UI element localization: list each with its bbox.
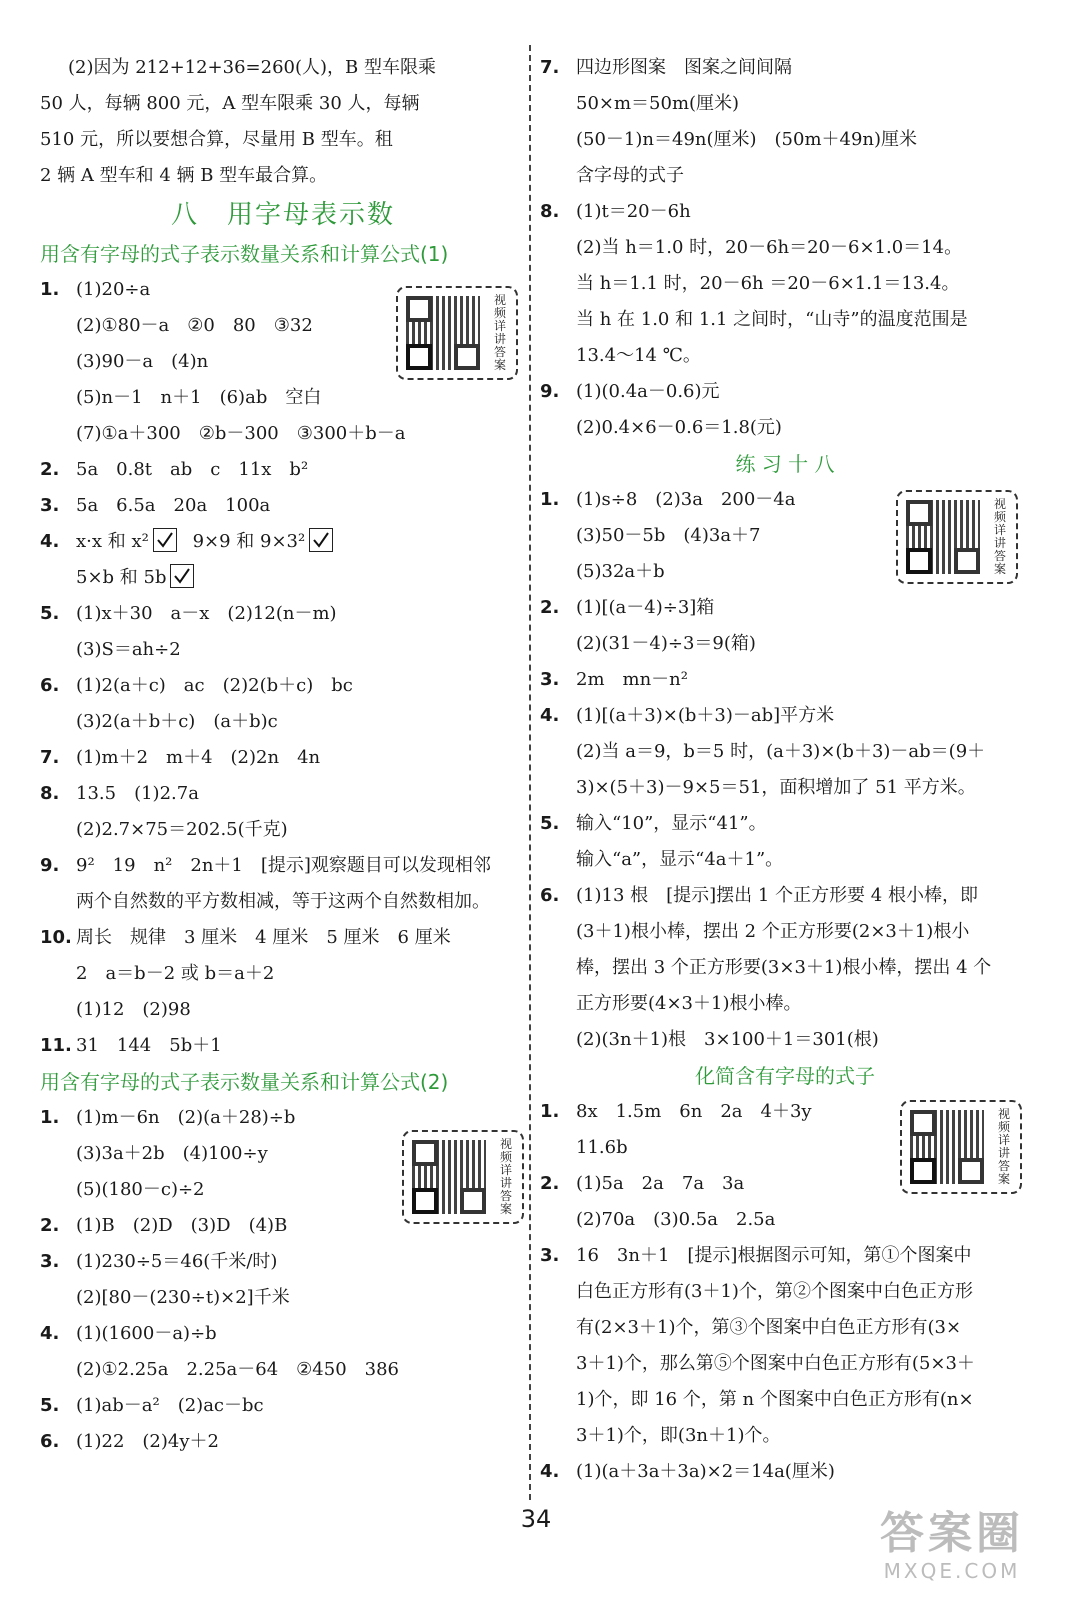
answer-line (40, 992, 526, 1028)
answer-text: (2)因为 212+12+36=260(人)，B 型车限乘 (68, 57, 436, 78)
answer-text: 当 h 在 1.0 和 1.1 之间时，“山寺”的温度范围是 (576, 309, 968, 330)
answer-text: 5a 0.8t ab c 11x b² (76, 459, 309, 480)
question-number: 2. (540, 597, 560, 618)
answer-text: (2)[80－(230÷t)×2]千米 (76, 1287, 290, 1308)
left-top-block (40, 50, 526, 194)
question-number: 1. (40, 1107, 60, 1128)
chapter-title: 八 用字母表示数 (170, 200, 395, 230)
answer-text: 2 a＝b－2 或 b＝a＋2 (76, 963, 275, 984)
answer-text: (1)m－6n (2)(a＋28)÷b (76, 1107, 296, 1128)
answer-text: (3)90－a (4)n (76, 351, 209, 372)
q4-part-3: 5×b 和 5b (76, 567, 167, 588)
question-number: 7. (540, 57, 560, 78)
answer-line (540, 86, 1030, 122)
answer-line (40, 1316, 526, 1352)
answer-text: (1)230÷5＝46(千米/时) (76, 1251, 278, 1272)
answer-text: (2)2.7×75＝202.5(千克) (76, 819, 288, 840)
answer-text: (1)[(a＋3)×(b＋3)－ab]平方米 (576, 705, 835, 726)
question-number: 2. (40, 1215, 60, 1236)
answer-text: 当 h＝1.1 时，20－6h ＝20－6×1.1＝13.4。 (576, 273, 960, 294)
answer-line (40, 1388, 526, 1424)
answer-line (540, 122, 1030, 158)
answer-line (40, 380, 526, 416)
question-number: 7. (40, 747, 60, 768)
answer-text: (1)(0.4a－0.6)元 (576, 381, 720, 402)
question-number: 8. (540, 201, 560, 222)
answer-text: (1)20÷a (76, 279, 151, 300)
section-title-1: 用含有字母的式子表示数量关系和计算公式(1) (40, 242, 449, 266)
question-number: 4. (40, 531, 60, 552)
q4-part-2: 9×9 和 9×3² (192, 531, 306, 552)
answer-line (40, 776, 526, 812)
answer-text: 50 人，每辆 800 元，A 型车限乘 30 人，每辆 (40, 93, 420, 114)
answer-line (540, 302, 1030, 338)
qr-code-video[interactable] (900, 1100, 1022, 1194)
q4-part-1: x·x 和 x² (76, 531, 149, 552)
answer-text: (2)0.4×6－0.6＝1.8(元) (576, 417, 782, 438)
column-divider (529, 45, 531, 1500)
answer-line (540, 662, 1030, 698)
answer-text: (3)S＝ah÷2 (76, 639, 181, 660)
watermark-domain: MXQE.COM (883, 1559, 1021, 1583)
right-top-block (540, 50, 1030, 446)
answer-line (40, 1028, 526, 1064)
answer-text: 3)×(5＋3)－9×5＝51，面积增加了 51 平方米。 (576, 777, 976, 798)
answer-text: 50×m＝50m(厘米) (576, 93, 740, 114)
answer-line (540, 770, 1030, 806)
answer-text: 含字母的式子 (576, 165, 684, 186)
answer-line (540, 1202, 1030, 1238)
answer-text: 8x 1.5m 6n 2a 4＋3y (576, 1101, 812, 1122)
answer-text: (2)①2.25a 2.25a－64 ②450 386 (76, 1359, 400, 1380)
answer-text: 13.5 (1)2.7a (76, 783, 199, 804)
question-number: 5. (40, 603, 60, 624)
question-number: 11. (40, 1035, 72, 1056)
question-number: 6. (40, 1431, 60, 1452)
answer-line (40, 122, 526, 158)
answer-text: (1)13 根 [提示]摆出 1 个正方形要 4 根小棒，即 (576, 885, 978, 906)
question-number: 3. (540, 669, 560, 690)
answer-text: (2)①80－a ②0 80 ③32 (76, 315, 313, 336)
answer-text: (2)70a (3)0.5a 2.5a (576, 1209, 776, 1230)
answer-text: (1)12 (2)98 (76, 999, 191, 1020)
question-number: 6. (40, 675, 60, 696)
answer-text: (5)n－1 n＋1 (6)ab 空白 (76, 387, 322, 408)
answer-text: (1)2(a＋c) ac (2)2(b＋c) bc (76, 675, 353, 696)
answer-text: (1)22 (2)4y＋2 (76, 1431, 219, 1452)
qr-label: 视频详讲答案 (997, 1107, 1010, 1186)
answer-text: (2)(31－4)÷3＝9(箱) (576, 633, 756, 654)
answer-line (540, 806, 1030, 842)
answer-text: (1)5a 2a 7a 3a (576, 1173, 745, 1194)
answer-line (540, 1382, 1030, 1418)
answer-text: (1)B (2)D (3)D (4)B (76, 1215, 288, 1236)
question-number: 4. (540, 705, 560, 726)
answer-text: (1)ab－a² (2)ac－bc (76, 1395, 264, 1416)
page-number: 34 (520, 1505, 552, 1533)
answer-line-4 (40, 524, 526, 560)
answer-text: 输入“10”，显示“41”。 (576, 813, 767, 834)
watermark-logo (852, 1508, 1052, 1588)
question-number: 8. (40, 783, 60, 804)
answer-text: 2m mn－n² (576, 669, 688, 690)
answer-text: (2)(3n＋1)根 3×100＋1＝301(根) (576, 1029, 879, 1050)
answer-text: 输入“a”，显示“4a＋1”。 (576, 849, 784, 870)
answer-text: 16 3n＋1 [提示]根据图示可知，第①个图案中 (576, 1245, 972, 1266)
answer-text: 31 144 5b＋1 (76, 1035, 222, 1056)
answer-line (540, 698, 1030, 734)
question-number: 9. (40, 855, 60, 876)
answer-text: (1)t＝20－6h (576, 201, 691, 222)
answer-text: 2 辆 A 型车和 4 辆 B 型车最合算。 (40, 165, 328, 186)
answer-line (40, 848, 526, 884)
answer-line (40, 884, 526, 920)
qr-label: 视频详讲答案 (493, 293, 506, 372)
answer-text: (3)2(a＋b＋c) (a＋b)c (76, 711, 278, 732)
answer-text: (1)m＋2 m＋4 (2)2n 4n (76, 747, 321, 768)
answer-line (540, 626, 1030, 662)
answer-line (40, 1352, 526, 1388)
answer-text: (3)3a＋2b (4)100÷y (76, 1143, 268, 1164)
question-number: 4. (540, 1461, 560, 1482)
answer-line (540, 158, 1030, 194)
answer-text: 两个自然数的平方数相减，等于这两个自然数相加。 (76, 891, 490, 912)
question-number: 1. (40, 279, 60, 300)
question-number: 6. (540, 885, 560, 906)
answer-line (40, 704, 526, 740)
qr-code-video[interactable] (402, 1130, 524, 1224)
question-number: 3. (40, 1251, 60, 1272)
answer-line (540, 1310, 1030, 1346)
answer-text: (7)①a＋300 ②b－300 ③300＋b－a (76, 423, 406, 444)
answer-line-4b (40, 560, 526, 596)
answer-line (540, 878, 1030, 914)
answer-text: (5)(180－c)÷2 (76, 1179, 205, 1200)
answer-line (540, 1238, 1030, 1274)
qr-label: 视频详讲答案 (499, 1137, 512, 1216)
answer-text: (2)当 a＝9，b＝5 时，(a＋3)×(b＋3)－ab＝(9＋ (576, 741, 986, 762)
section-title-2: 用含有字母的式子表示数量关系和计算公式(2) (40, 1070, 449, 1094)
answer-line (40, 416, 526, 452)
answer-text: 11.6b (576, 1137, 628, 1158)
answer-text: (50－1)n＝49n(厘米) (50m＋49n)厘米 (576, 129, 918, 150)
answer-text: 棒，摆出 3 个正方形要(3×3＋1)根小棒，摆出 4 个 (576, 957, 992, 978)
answer-line (40, 956, 526, 992)
right-column (540, 50, 1030, 1490)
answer-line (540, 338, 1030, 374)
question-number: 2. (540, 1173, 560, 1194)
answer-text: 四边形图案 图案之间间隔 (576, 57, 792, 78)
answer-line (540, 914, 1030, 950)
answer-line (540, 1346, 1030, 1382)
answer-line (540, 410, 1030, 446)
simplify-title: 化简含有字母的式子 (695, 1064, 875, 1088)
answer-line (40, 812, 526, 848)
answer-line (40, 158, 526, 194)
answer-text: 5a 6.5a 20a 100a (76, 495, 271, 516)
question-number: 9. (540, 381, 560, 402)
question-number: 5. (540, 813, 560, 834)
question-number: 10. (40, 927, 72, 948)
answer-line (540, 590, 1030, 626)
answer-text: 有(2×3＋1)个，第③个图案中白色正方形有(3× (576, 1317, 962, 1338)
answer-line (40, 1280, 526, 1316)
answer-text: 3＋1)个，那么第⑤个图案中白色正方形有(5×3＋ (576, 1353, 975, 1374)
answer-text: 13.4～14 ℃。 (576, 345, 701, 366)
answer-line (40, 740, 526, 776)
answer-line (540, 950, 1030, 986)
checked-box (170, 564, 194, 588)
question-number: 5. (40, 1395, 60, 1416)
qr-label: 视频详讲答案 (993, 497, 1006, 576)
answer-text: (1)(1600－a)÷b (76, 1323, 217, 1344)
answer-line (540, 230, 1030, 266)
exercise-18-title: 练 习 十 八 (735, 452, 835, 476)
question-number: 2. (40, 459, 60, 480)
question-number: 3. (540, 1245, 560, 1266)
answer-line (540, 194, 1030, 230)
qr-code-video[interactable] (396, 286, 518, 380)
question-number: 1. (540, 489, 560, 510)
answer-line (40, 452, 526, 488)
answer-line (40, 668, 526, 704)
answer-line (540, 374, 1030, 410)
answer-text: (1)(a＋3a＋3a)×2＝14a(厘米) (576, 1461, 835, 1482)
answer-line (40, 86, 526, 122)
answer-text: (3)50－5b (4)3a＋7 (576, 525, 761, 546)
watermark-text: 答案圈 (880, 1508, 1024, 1559)
left-column (40, 50, 526, 1460)
section-1-answers-cont (40, 596, 526, 1064)
answer-text: 正方形要(4×3＋1)根小棒。 (576, 993, 802, 1014)
checked-box (309, 528, 333, 552)
answer-line (540, 1274, 1030, 1310)
answer-line (540, 1454, 1030, 1490)
answer-text: (3＋1)根小棒，摆出 2 个正方形要(2×3＋1)根小 (576, 921, 970, 942)
question-number: 4. (40, 1323, 60, 1344)
answer-line (540, 986, 1030, 1022)
answer-text: (5)32a＋b (576, 561, 665, 582)
answer-text: (2)当 h＝1.0 时，20－6h＝20－6×1.0＝14。 (576, 237, 963, 258)
question-number: 1. (540, 1101, 560, 1122)
answer-line (40, 50, 526, 86)
answer-line (40, 1424, 526, 1460)
answer-line (540, 1022, 1030, 1058)
answer-line (540, 1418, 1030, 1454)
answer-line (40, 632, 526, 668)
question-number: 3. (40, 495, 60, 516)
answer-text: 周长 规律 3 厘米 4 厘米 5 厘米 6 厘米 (76, 927, 451, 948)
answer-line (40, 596, 526, 632)
qr-code-video[interactable] (896, 490, 1018, 584)
answer-text: 3＋1)个，即(3n＋1)个。 (576, 1425, 781, 1446)
answer-line (540, 266, 1030, 302)
answer-text: 白色正方形有(3＋1)个，第②个图案中白色正方形 (576, 1281, 973, 1302)
answer-line (40, 488, 526, 524)
answer-line (40, 920, 526, 956)
answer-line (540, 842, 1030, 878)
answer-line (540, 734, 1030, 770)
answer-text: 1)个，即 16 个，第 n 个图案中白色正方形有(n× (576, 1389, 974, 1410)
answer-text: (1)s÷8 (2)3a 200－4a (576, 489, 796, 510)
answer-text: (1)x＋30 a－x (2)12(n－m) (76, 603, 337, 624)
answer-line (540, 50, 1030, 86)
answer-line (40, 1244, 526, 1280)
checked-box (153, 528, 177, 552)
answer-text: 9² 19 n² 2n＋1 [提示]观察题目可以发现相邻 (76, 855, 491, 876)
answer-text: (1)[(a－4)÷3]箱 (576, 597, 715, 618)
answer-text: 510 元，所以要想合算，尽量用 B 型车。租 (40, 129, 393, 150)
